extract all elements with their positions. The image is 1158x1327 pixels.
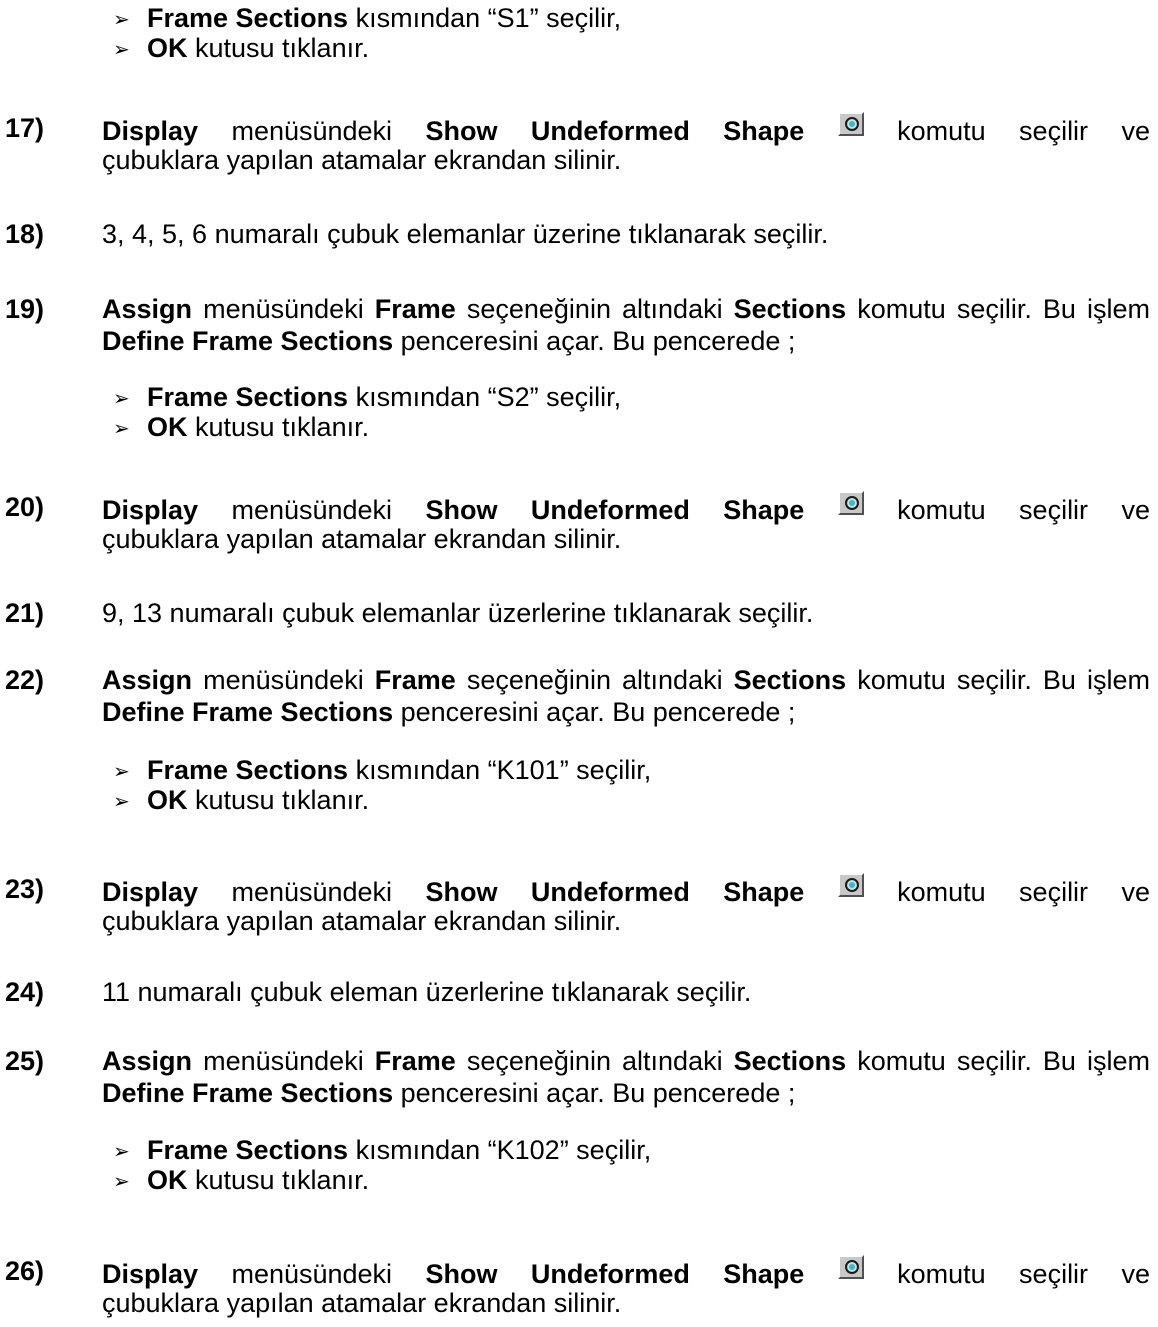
text-run: çubuklara yapılan atamalar ekrandan silinir. [102,524,622,554]
text-run: komutu seçilir. Bu işlem [846,665,1150,695]
menu-name: Assign [102,294,193,324]
step-line [102,1255,1150,1287]
text-run: seçeneğinin altındaki [455,294,734,324]
bullet-bold: Frame Sections [147,3,349,33]
list-item [113,2,621,34]
menu-name: Display [102,495,199,525]
bullet-bold: OK [147,1165,188,1195]
text-run: penceresini açar. Bu pencerede ; [393,1078,796,1108]
text-run: komutu seçilir ve [863,495,1150,525]
menu-name: Assign [102,665,193,695]
text-run: menüsündeki [192,665,375,695]
arrow-bullet-icon: ➢ [113,1171,130,1193]
text-run: menüsündeki [198,495,426,525]
list-item [113,754,651,786]
list-item [113,411,369,443]
show-undeformed-shape-icon [838,491,864,515]
list-item [113,1164,369,1196]
arrow-bullet-icon: ➢ [113,9,130,31]
text-run: menüsündeki [192,1046,375,1076]
bullet-text: kutusu tıklanır. [187,785,370,815]
menu-name: Display [102,877,199,907]
step-text: 11 numaralı çubuk eleman üzerlerine tıklanarak seçilir. [102,977,752,1007]
step-text [102,1255,1150,1319]
bullet-text: kutusu tıklanır. [187,33,370,63]
command-name: Sections [733,1046,847,1076]
text-run: çubuklara yapılan atamalar ekrandan silinir. [102,145,622,175]
text-run: çubuklara yapılan atamalar ekrandan silinir. [102,906,622,936]
step-line [102,873,1150,905]
bullet-text: kutusu tıklanır. [187,1165,370,1195]
option-name: Frame [374,1046,456,1076]
option-name: Frame [374,294,456,324]
step-number: 22) [5,665,45,695]
step-line [102,112,1150,144]
step-number: 19) [5,294,45,324]
list-item [113,381,621,413]
text-run: seçeneğinin altındaki [455,1046,734,1076]
arrow-bullet-icon: ➢ [113,39,130,61]
text-run: seçeneğinin altındaki [455,665,734,695]
arrow-bullet-icon: ➢ [113,1141,130,1163]
step-number: 18) [5,219,45,249]
text-run: komutu seçilir ve [863,877,1150,907]
arrow-bullet-icon: ➢ [113,418,130,440]
text-run: penceresini açar. Bu pencerede ; [393,326,796,356]
text-run: komutu seçilir. Bu işlem [846,1046,1150,1076]
bullet-bold: OK [147,33,188,63]
command-name: Sections [733,665,847,695]
step-number: 21) [5,598,45,628]
step-text [102,873,1150,937]
text-run: menüsündeki [198,877,426,907]
window-name: Define Frame Sections [102,1078,394,1108]
menu-name: Assign [102,1046,193,1076]
bullet-bold: OK [147,412,188,442]
command-name: Sections [733,294,847,324]
bullet-text: kutusu tıklanır. [187,412,370,442]
arrow-bullet-icon: ➢ [113,791,130,813]
command-name: Show Undeformed Shape [425,1259,805,1289]
menu-name: Display [102,1259,199,1289]
text-run: komutu seçilir ve [863,116,1150,146]
text-run: komutu seçilir. Bu işlem [846,294,1150,324]
step-text [102,491,1150,555]
command-name: Show Undeformed Shape [425,877,805,907]
show-undeformed-shape-icon [838,873,864,897]
bullet-bold: OK [147,785,188,815]
list-item [113,1134,651,1166]
text-run: menüsündeki [198,1259,426,1289]
show-undeformed-shape-icon [838,1255,864,1279]
menu-name: Display [102,116,199,146]
arrow-bullet-icon: ➢ [113,388,130,410]
text-run: komutu seçilir ve [863,1259,1150,1289]
list-item [113,32,369,64]
step-text [102,112,1150,176]
arrow-bullet-icon: ➢ [113,761,130,783]
window-name: Define Frame Sections [102,326,394,356]
bullet-bold: Frame Sections [147,755,349,785]
bullet-bold: Frame Sections [147,382,349,412]
step-number: 23) [5,874,45,904]
command-name: Show Undeformed Shape [425,116,805,146]
list-item [113,784,369,816]
step-number: 24) [5,977,45,1007]
window-name: Define Frame Sections [102,697,394,727]
step-text [102,1045,1150,1109]
step-text [102,664,1150,728]
step-number: 20) [5,492,45,522]
bullet-text: kısmından “K102” seçilir, [348,1135,652,1165]
bullet-text: kısmından “S2” seçilir, [348,382,622,412]
step-number: 17) [5,113,45,143]
step-line [102,491,1150,523]
bullet-text: kısmından “K101” seçilir, [348,755,652,785]
step-text: 3, 4, 5, 6 numaralı çubuk elemanlar üzerine tıklanarak seçilir. [102,219,829,249]
bullet-bold: Frame Sections [147,1135,349,1165]
text-run: menüsündeki [192,294,375,324]
show-undeformed-shape-icon [838,112,864,136]
step-number: 26) [5,1256,45,1286]
step-number: 25) [5,1046,45,1076]
text-run: menüsündeki [198,116,426,146]
command-name: Show Undeformed Shape [425,495,805,525]
step-text [102,293,1150,357]
bullet-text: kısmından “S1” seçilir, [348,3,622,33]
text-run: çubuklara yapılan atamalar ekrandan silinir. [102,1288,622,1318]
text-run: penceresini açar. Bu pencerede ; [393,697,796,727]
step-text: 9, 13 numaralı çubuk elemanlar üzerlerine tıklanarak seçilir. [102,598,814,628]
option-name: Frame [374,665,456,695]
